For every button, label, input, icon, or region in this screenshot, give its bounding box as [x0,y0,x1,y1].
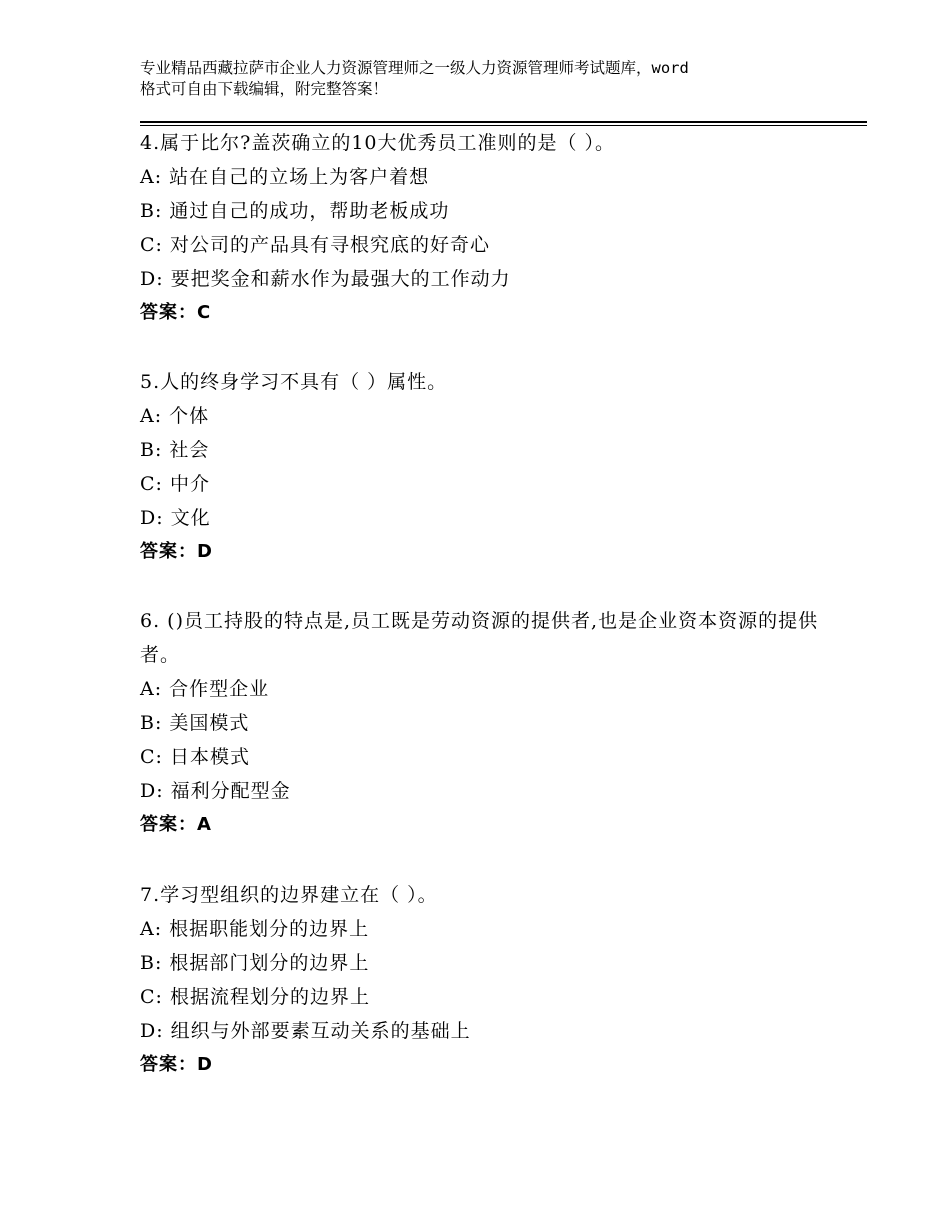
option-d: D: 福利分配型金 [140,780,291,802]
question-stem: 5.人的终身学习不具有（ ）属性。 [140,371,448,393]
question-stem: 6. ()员工持股的特点是,员工既是劳动资源的提供者,也是企业资本资源的提供者。 [140,610,819,666]
header-divider-thick [140,121,867,123]
option-a: A: 根据职能划分的边界上 [140,918,370,940]
answer: 答案：D [140,1054,213,1075]
option-a: A: 个体 [140,405,210,427]
answer: 答案：D [140,541,213,562]
option-c: C: 日本模式 [140,746,250,768]
question-stem: 4.属于比尔?盖茨确立的10大优秀员工准则的是（ ）。 [140,132,616,154]
option-b: B: 通过自己的成功，帮助老板成功 [140,200,450,222]
option-c: C: 根据流程划分的边界上 [140,986,370,1008]
document-header [140,58,820,100]
header-line-1: 专业精品西藏拉萨市企业人力资源管理师之一级人力资源管理师考试题库，word [140,59,689,77]
question-5 [140,365,830,569]
option-a: A: 站在自己的立场上为客户着想 [140,166,430,188]
option-d: D: 文化 [140,507,211,529]
option-b: B: 美国模式 [140,712,250,734]
answer: 答案：C [140,302,212,323]
option-b: B: 社会 [140,439,210,461]
option-b: B: 根据部门划分的边界上 [140,952,370,974]
option-a: A: 合作型企业 [140,678,270,700]
option-c: C: 对公司的产品具有寻根究底的好奇心 [140,234,490,256]
question-6 [140,604,830,842]
question-7 [140,878,830,1082]
option-d: D: 组织与外部要素互动关系的基础上 [140,1020,471,1042]
option-d: D: 要把奖金和薪水作为最强大的工作动力 [140,268,511,290]
header-line-2: 格式可自由下载编辑，附完整答案！ [140,80,389,98]
question-stem: 7.学习型组织的边界建立在（ ）。 [140,884,438,906]
option-c: C: 中介 [140,473,210,495]
answer: 答案：A [140,814,212,835]
question-4 [140,126,830,330]
